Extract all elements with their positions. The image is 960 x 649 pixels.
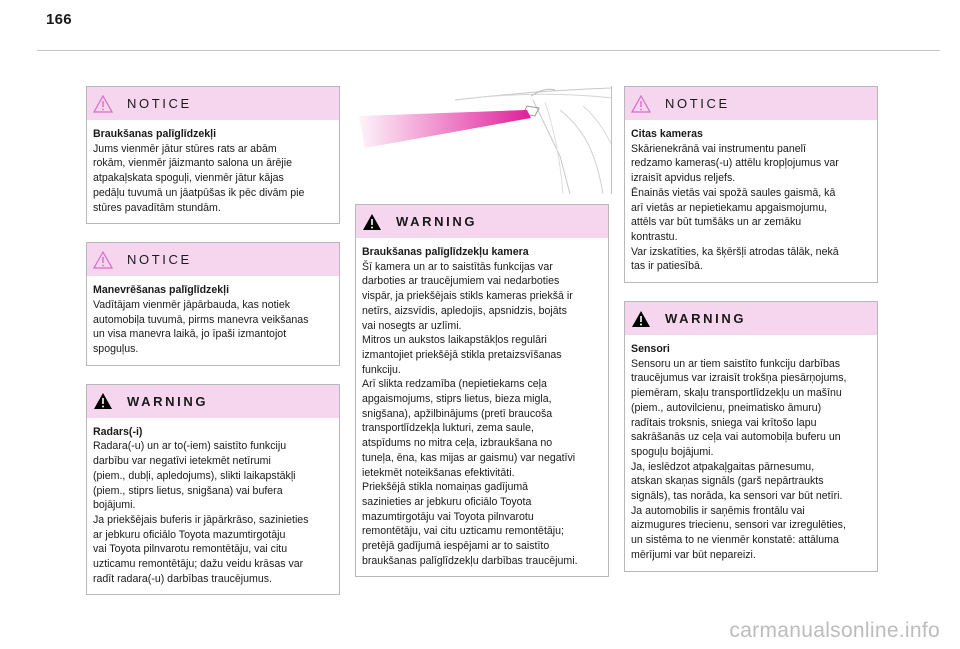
warning-text: Šī kamera un ar to saistītās funkcijas var darboties ar traucējumiem vai nedarboties vispār, ja priekšējais stikls kameras priekšā ir netīrs, aizsvīdis, apledojis, apsnidzis, bojāts vai nosegts ar uzlīmi. Mitros un aukstos laikapstākļos regulāri izmantojiet priekšējā stikla pretaizsvīšanas funkciju. Arī slikta redzamība (nepietiekams ceļa apgaismojums, stiprs lietus, bieza migla, snigšana), apžilbinājums (pretī braucoša transportlīdzekļa lukturi, zema saule, atspīdums no mitra ceļa, izbraukšana no tuneļa, ēna, kas mijas ar gaismu) var negatīvi ietekmēt noteikšanas efektivitāti. Priekšējā stikla nomaiņas gadījumā sazinieties ar jebkuru oficiālo Toyota mazumtirgotāju vai Toyota pilnvarotu remontētāju, vai citu uzticamu remontētāju; pretējā gadījumā iespējami ar to saistīto braukšanas palīglīdzekļu darbības traucējumi. xyxy=(362,260,578,567)
warning-triangle-icon xyxy=(631,310,651,328)
warning-label: WARNING xyxy=(665,311,747,327)
notice-box-other-cameras xyxy=(624,86,878,283)
warning-label: WARNING xyxy=(396,214,478,229)
notice-body xyxy=(87,276,339,365)
notice-label: NOTICE xyxy=(127,252,192,268)
warning-header xyxy=(87,385,339,418)
column-left xyxy=(86,86,340,613)
notice-header xyxy=(87,87,339,120)
notice-text: Jums vienmēr jātur stūres rats ar abām rokām, vienmēr jāizmanto salona un ārējie atpakaļskata spoguļi, vienmēr jātur kājas pedāļu tuvumā un jāatpūšas ik pēc divām pie stūres pavadītām stundām. xyxy=(93,142,305,214)
warning-box-sensors xyxy=(624,301,878,572)
notice-body xyxy=(625,120,877,282)
notice-body xyxy=(87,120,339,223)
notice-triangle-icon xyxy=(93,95,113,113)
notice-label: NOTICE xyxy=(665,96,730,111)
warning-box-radars xyxy=(86,384,340,596)
notice-triangle-icon xyxy=(631,95,651,113)
warning-body xyxy=(356,238,608,576)
warning-triangle-icon xyxy=(93,392,113,410)
page-number: 166 xyxy=(46,11,72,28)
notice-title: Citas kameras xyxy=(631,128,703,140)
notice-text: Vadītājam vienmēr jāpārbauda, kas notiek automobiļa tuvumā, pirms manevra veikšanas un visa manevra laikā, jo īpaši izmantojot spoguļus. xyxy=(93,298,309,356)
watermark: carmanualsonline.info xyxy=(729,619,940,642)
notice-title: Braukšanas palīglīdzekļi xyxy=(93,128,217,140)
warning-header xyxy=(356,205,608,238)
notice-triangle-icon xyxy=(93,251,113,269)
top-divider xyxy=(37,50,940,51)
warning-body xyxy=(87,418,339,595)
warning-title: Sensori xyxy=(631,343,670,356)
warning-header xyxy=(625,302,877,335)
warning-text: Radara(-u) un ar to(-iem) saistīto funkciju darbību var negatīvi ietekmēt netīrumi (piem., dubļi, apledojums), slikti laikapstākļi (piem., stiprs lietus, snigšana) vai bufera bojājumi. Ja priekšējais buferis ir jāpārkrāso, sazinieties ar jebkuru oficiālo Toyota mazumtirgotāju vai Toyota pilnvarotu remontētāju, vai citu uzticamu remontētāju; dažu veidu krāsas var radīt radara(-u) darbības traucējumus. xyxy=(93,440,309,585)
windshield-camera-figure xyxy=(355,86,612,194)
column-right xyxy=(624,86,878,590)
notice-header xyxy=(87,243,339,276)
warning-title: Braukšanas palīglīdzekļu kamera xyxy=(362,246,529,258)
notice-box-driving-aids xyxy=(86,86,340,224)
camera-illustration xyxy=(355,86,612,194)
column-middle xyxy=(355,86,609,595)
notice-label: NOTICE xyxy=(127,96,192,111)
warning-label: WARNING xyxy=(127,393,209,409)
notice-header xyxy=(625,87,877,120)
warning-text: Sensoru un ar tiem saistīto funkciju darbības traucējumus var izraisīt trokšņa piesārņojums, piemēram, skaļu transportlīdzekļu un mašīnu (piem., autovilcienu, pneimatisko āmuru) radītais troksnis, sniega vai krītošo lapu sakrāšanās uz ceļa vai automobiļa buferu un spoguļu bojājumi. Ja, ieslēdzot atpakaļgaitas pārnesumu, atskan skaņas signāls (garš nepārtraukts signāls), tas norāda, ka sensori var būt netīri. Ja automobilis ir saņēmis frontālu vai aizmugures triecienu, sensori var izregulēties, un sistēma to ne vienmēr konstatē: attāluma mērījumi var būt nepareizi. xyxy=(631,357,847,561)
warning-body xyxy=(625,335,877,571)
warning-title: Radars(-i) xyxy=(93,425,143,438)
notice-title: Manevrēšanas palīglīdzekļi xyxy=(93,284,230,297)
warning-box-driving-aid-camera xyxy=(355,204,609,577)
notice-text: Skārienekrānā vai instrumentu panelī redzamo kameras(-u) attēlu kropļojumus var izraisīt apvidus reljefs. Ēnainās vietās vai spožā saules gaismā, kā arī vietās ar nepietiekamu apgaismojumu, attēls var būt tumšāks un ar zemāku kontrastu. Var izskatīties, ka šķēršļi atrodas tālāk, nekā tas ir patiesībā. xyxy=(631,142,839,273)
warning-triangle-icon xyxy=(362,213,382,231)
notice-box-maneuvering-aids xyxy=(86,242,340,366)
